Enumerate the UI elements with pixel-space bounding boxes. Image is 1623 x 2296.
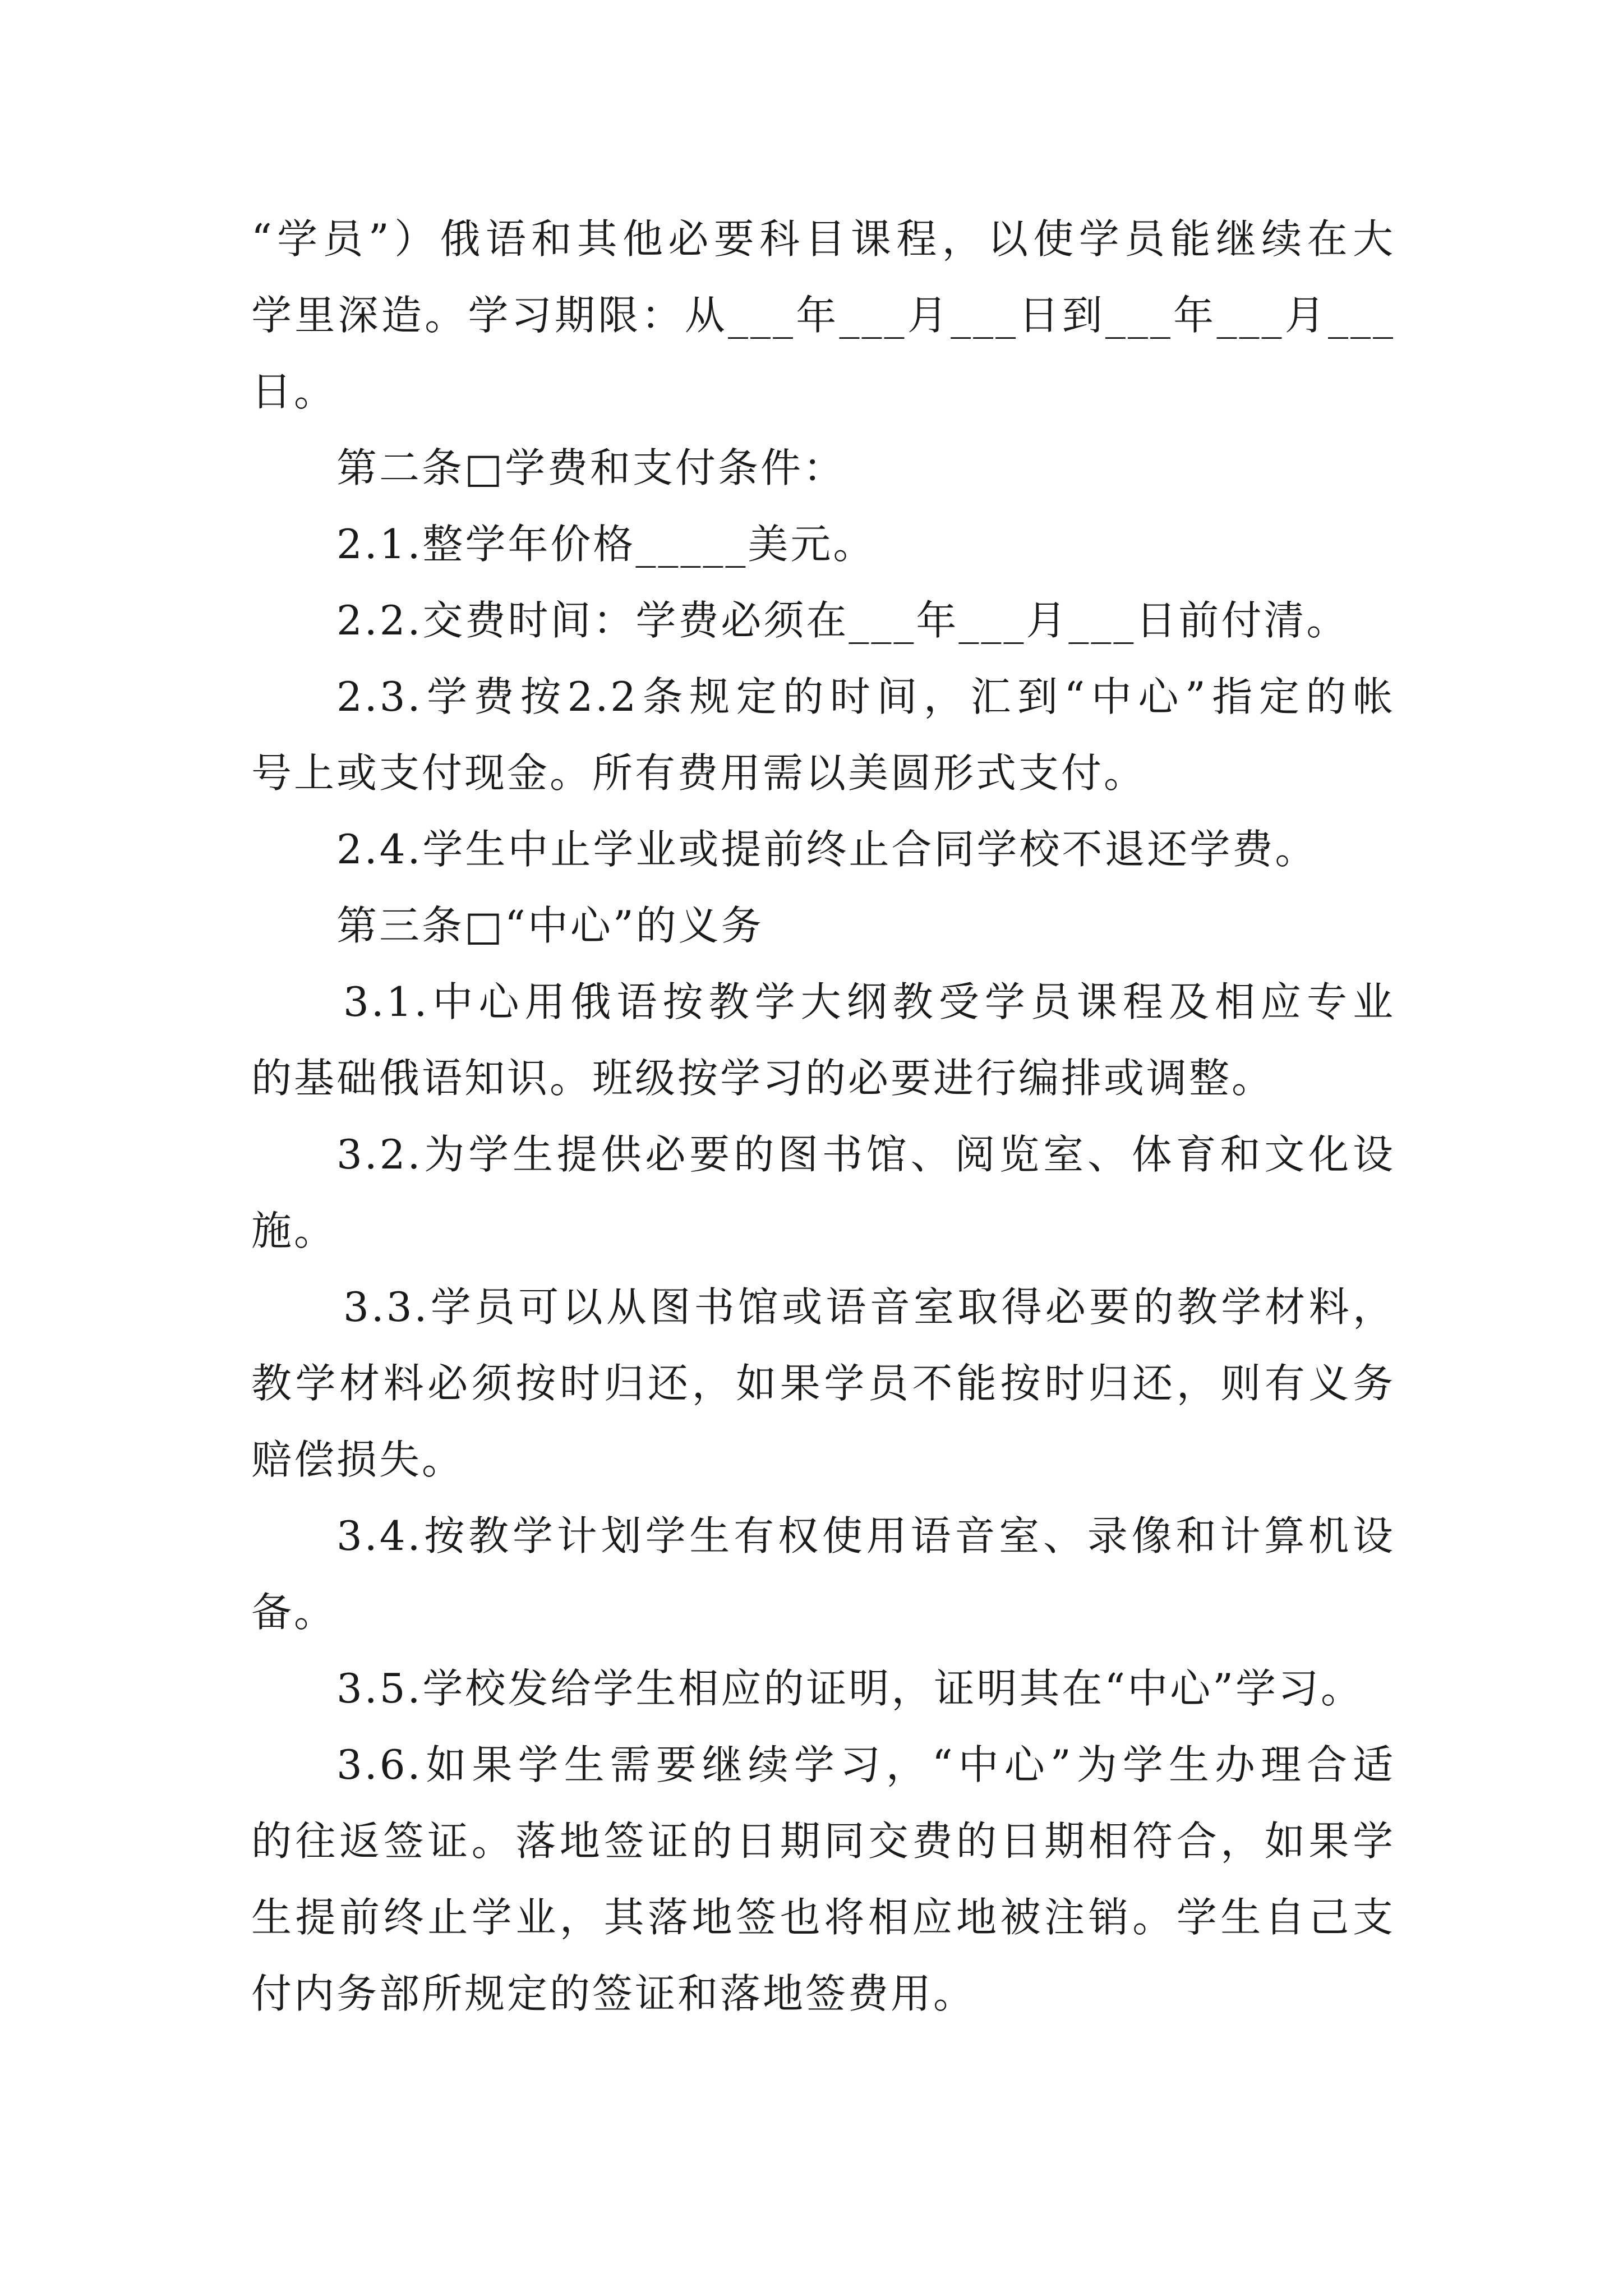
- clause-text: 3.6.如果学生需要继续学习，“中心”为学生办理合适: [336, 1741, 1395, 1788]
- document-body: [251, 201, 1395, 2032]
- clause-text: 3.4.按教学计划学生有权使用语音室、录像和计算机设: [336, 1512, 1395, 1559]
- text-line: 学里深造。学习期限：从___年___月___日到___年___月___: [251, 292, 1395, 339]
- article-heading: 第二条□学费和支付条件：: [336, 444, 846, 491]
- clause-text: 2.1.整学年价格_____美元。: [336, 521, 876, 568]
- text-line: 生提前终止学业，其落地签也将相应地被注销。学生自己支: [251, 1894, 1395, 1941]
- text-line: 日。: [251, 368, 337, 415]
- text-line: 号上或支付现金。所有费用需以美圆形式支付。: [251, 749, 1147, 797]
- clause-text: 2.3.学费按2.2条规定的时间，汇到“中心”指定的帐: [336, 673, 1395, 720]
- clause-text: 3.3.学员可以从图书馆或语音室取得必要的教学材料，: [343, 1283, 1395, 1331]
- text-line: 备。: [251, 1589, 337, 1636]
- text-line: 的往返签证。落地签证的日期同交费的日期相符合，如果学: [251, 1818, 1395, 1865]
- text-line: 的基础俄语知识。班级按学习的必要进行编排或调整。: [251, 1055, 1275, 1102]
- article-heading: 第三条□“中心”的义务: [336, 902, 764, 949]
- clause-text: 3.2.为学生提供必要的图书馆、阅览室、体育和文化设: [336, 1131, 1395, 1178]
- text-line: 施。: [251, 1207, 337, 1254]
- clause-text: 3.1.中心用俄语按教学大纲教受学员课程及相应专业: [343, 978, 1395, 1025]
- text-line: 赔偿损失。: [251, 1436, 465, 1483]
- text-line: 付内务部所规定的签证和落地签费用。: [251, 1970, 976, 2017]
- text-line: 教学材料必须按时归还，如果学员不能按时归还，则有义务: [251, 1360, 1395, 1407]
- clause-text: 3.5.学校发给学生相应的证明，证明其在“中心”学习。: [336, 1665, 1364, 1712]
- text-line: “学员”）俄语和其他必要科目课程，以使学员能继续在大: [251, 215, 1395, 263]
- clause-text: 2.4.学生中止学业或提前终止合同学校不退还学费。: [336, 826, 1318, 873]
- clause-text: 2.2.交费时间：学费必须在___年___月___日前付清。: [336, 597, 1349, 644]
